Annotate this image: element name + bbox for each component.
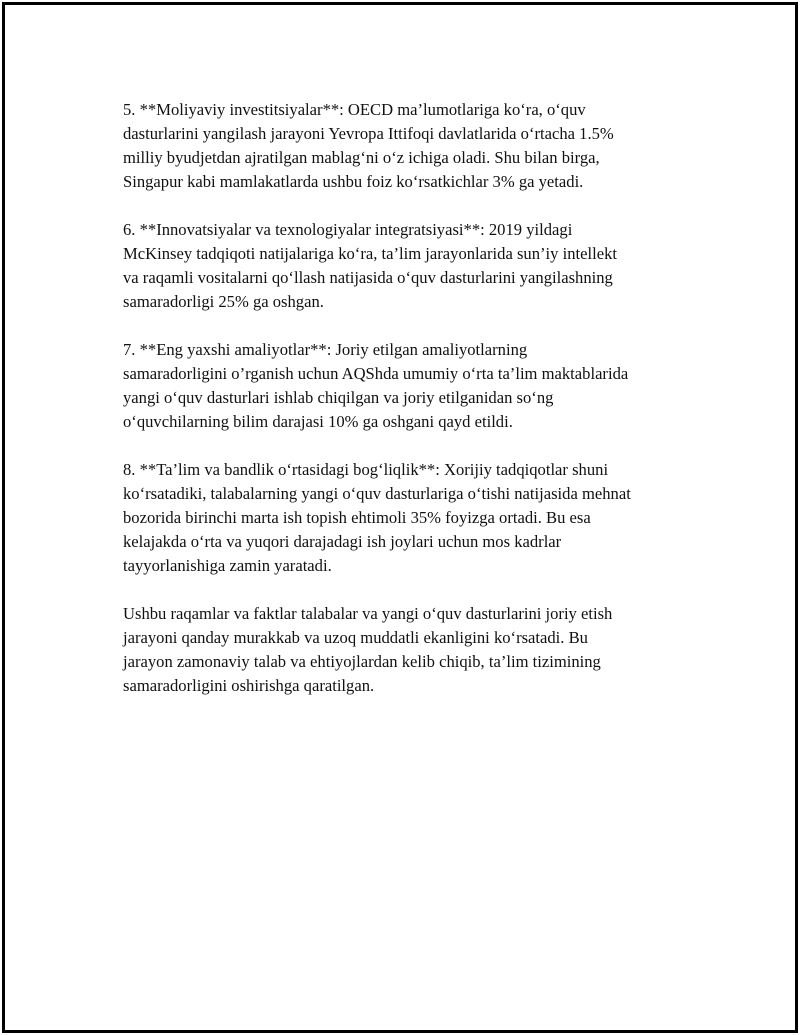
paragraph-line: milliy byudjetdan ajratilgan mablag‘ni o‘z ichiga oladi. Shu bilan birga, <box>123 148 600 167</box>
paragraph-line: jarayon zamonaviy talab va ehtiyojlardan kelib chiqib, ta’lim tizimining <box>123 652 601 671</box>
paragraph-line: samaradorligini o’rganish uchun AQShda umumiy o‘rta ta’lim maktablarida <box>123 364 629 383</box>
paragraph-line: 8. **Ta’lim va bandlik o‘rtasidagi bog‘liqlik**: Xorijiy tadqiqotlar shuni <box>123 460 609 479</box>
paragraph-line: yangi o‘quv dasturlari ishlab chiqilgan va joriy etilganidan so‘ng <box>123 388 554 407</box>
paragraph-item-5 <box>123 98 723 194</box>
paragraph-line: jarayoni qanday murakkab va uzoq muddatli ekanligini ko‘rsatadi. Bu <box>123 628 588 647</box>
paragraph-line: McKinsey tadqiqoti natijalariga ko‘ra, ta’lim jarayonlarida sun’iy intellekt <box>123 244 617 263</box>
conclusion-paragraph <box>123 602 723 698</box>
paragraph-item-6 <box>123 218 723 314</box>
paragraph-item-7 <box>123 338 723 434</box>
paragraph-line: samaradorligini oshirishga qaratilgan. <box>123 676 375 695</box>
paragraph-line: Singapur kabi mamlakatlarda ushbu foiz ko‘rsatkichlar 3% ga yetadi. <box>123 172 584 191</box>
paragraph-line: Ushbu raqamlar va faktlar talabalar va yangi o‘quv dasturlarini joriy etish <box>123 604 613 623</box>
paragraph-line: bozorida birinchi marta ish topish ehtimoli 35% foyizga ortadi. Bu esa <box>123 508 591 527</box>
page-frame <box>2 2 798 1033</box>
paragraph-line: 6. **Innovatsiyalar va texnologiyalar integratsiyasi**: 2019 yildagi <box>123 220 573 239</box>
paragraph-item-8 <box>123 458 723 578</box>
paragraph-line: tayyorlanishiga zamin yaratadi. <box>123 556 332 575</box>
paragraph-line: dasturlarini yangilash jarayoni Yevropa Ittifoqi davlatlarida o‘rtacha 1.5% <box>123 124 614 143</box>
paragraph-line: 5. **Moliyaviy investitsiyalar**: OECD ma’lumotlariga ko‘ra, o‘quv <box>123 100 586 119</box>
document-body <box>123 98 723 722</box>
paragraph-line: kelajakda o‘rta va yuqori darajadagi ish joylari uchun mos kadrlar <box>123 532 562 551</box>
paragraph-line: o‘quvchilarning bilim darajasi 10% ga oshgani qayd etildi. <box>123 412 513 431</box>
paragraph-line: ko‘rsatadiki, talabalarning yangi o‘quv dasturlariga o‘tishi natijasida mehnat <box>123 484 631 503</box>
paragraph-line: va raqamli vositalarni qo‘llash natijasida o‘quv dasturlarini yangilashning <box>123 268 613 287</box>
paragraph-line: samaradorligi 25% ga oshgan. <box>123 292 324 311</box>
paragraph-line: 7. **Eng yaxshi amaliyotlar**: Joriy etilgan amaliyotlarning <box>123 340 528 359</box>
